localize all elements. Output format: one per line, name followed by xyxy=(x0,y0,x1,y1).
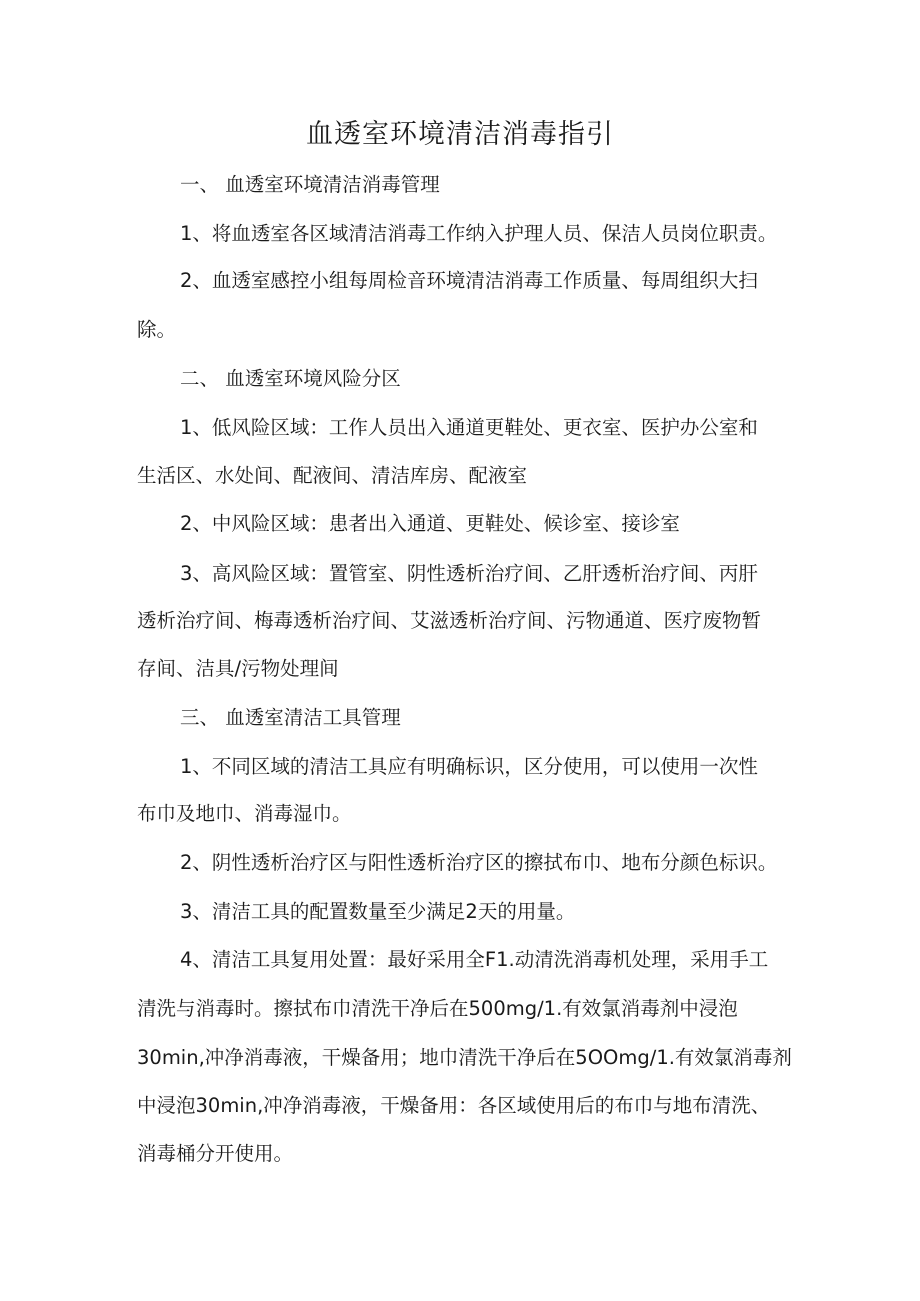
section-heading-2: 二、 血透室环境风险分区 xyxy=(180,367,401,390)
paragraph-line: 中浸泡30min,冲净消毒液，干燥备用：各区域使用后的布巾与地布清洗、 xyxy=(137,1094,771,1117)
paragraph-line: 2、血透室感控小组每周检音环境清洁消毒工作质量、每周组织大扫 xyxy=(180,269,758,292)
section-heading-1: 一、 血透室环境清洁消毒管理 xyxy=(180,173,440,196)
document-title: 血透室环境清洁消毒指引 xyxy=(306,119,614,150)
paragraph-line: 3、高风险区域：置管室、阴性透析治疗间、乙肝透析治疗间、丙肝 xyxy=(180,562,758,585)
paragraph-line: 30min,冲净消毒液，干燥备用；地巾清洗干净后在5OOmg∕1.有效氯消毒剂 xyxy=(137,1046,792,1069)
paragraph-line: 3、清洁工具的配置数量至少满足2天的用量。 xyxy=(180,900,576,923)
section-heading-3: 三、 血透室清洁工具管理 xyxy=(180,706,401,729)
paragraph-line: 清洗与消毒时。擦拭布巾清洗干净后在500mg∕1.有效氯消毒剂中浸泡 xyxy=(137,997,738,1020)
paragraph-line: 透析治疗间、梅毒透析治疗间、艾滋透析治疗间、污物通道、医疗废物暂 xyxy=(137,609,762,632)
paragraph-line: 除。 xyxy=(137,318,177,341)
paragraph-line: 1、将血透室各区域清洁消毒工作纳入护理人员、保洁人员岗位职责。 xyxy=(180,222,778,245)
paragraph-line: 2、阴性透析治疗区与阳性透析治疗区的擦拭布巾、地布分颜色标识。 xyxy=(180,851,778,874)
paragraph-line: 1、不同区域的清洁工具应有明确标识，区分使用，可以使用一次性 xyxy=(180,755,758,778)
paragraph-line: 4、清洁工具复用处置：最好采用全F1.动清洗消毒机处理，采用手工 xyxy=(180,948,769,971)
paragraph-line: 存间、洁具/污物处理间 xyxy=(137,657,339,680)
paragraph-line: 生活区、水处间、配液间、清洁库房、配液室 xyxy=(137,464,528,487)
paragraph-line: 2、中风险区域：患者出入通道、更鞋处、候诊室、接诊室 xyxy=(180,512,680,535)
paragraph-line: 1、低风险区域：工作人员出入通道更鞋处、更衣室、医护办公室和 xyxy=(180,416,758,439)
paragraph-line: 消毒桶分开使用。 xyxy=(137,1142,294,1165)
paragraph-line: 布巾及地巾、消毒湿巾。 xyxy=(137,802,352,825)
